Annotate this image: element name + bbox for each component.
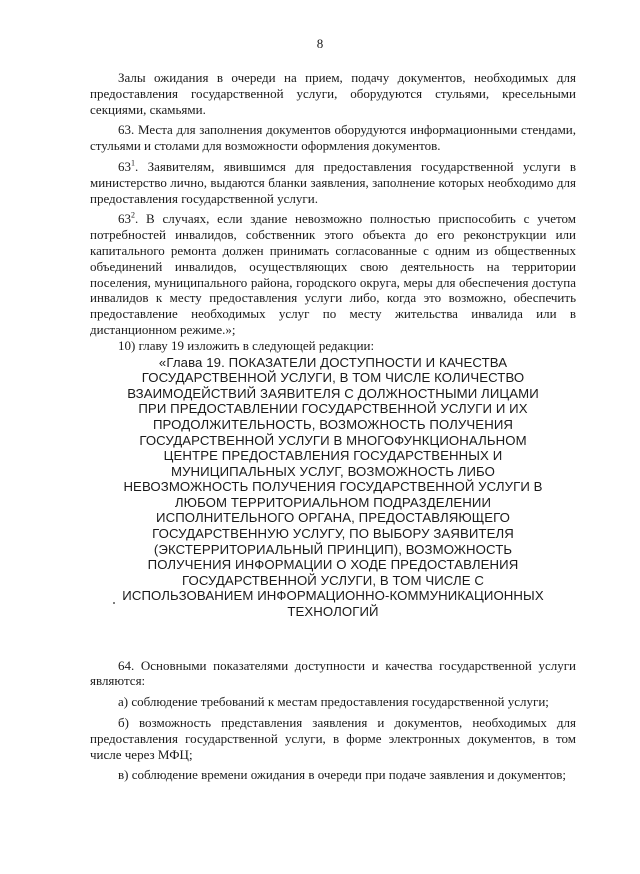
paragraph-superscript: 2 <box>131 211 135 221</box>
paragraph-text: . В случаях, если здание невозможно полностью приспособить с учетом потребностей инвалидов, собственник этого объекта до его реконструкции или капитального ремонта должен принимать согласованные с одним из общественных объединений инвалидов, осуществляющих свою деятельность на территории поселения, муниципального района, городского округа, меры для обеспечения доступа инвалидов к месту предоставления услуги либо, когда это возможно, обеспечить предоставление необходимых услуг по месту жительства инвалида или в дистанционном режиме.»; <box>90 211 576 337</box>
item-10: 10) главу 19 изложить в следующей редакции: <box>118 337 375 353</box>
heading-line: ГОСУДАРСТВЕННОЙ УСЛУГИ, В ТОМ ЧИСЛЕ С <box>181 572 485 588</box>
paragraph-63-1 <box>90 159 576 206</box>
heading-line: ПОЛУЧЕНИЯ ИНФОРМАЦИИ О ХОДЕ ПРЕДОСТАВЛЕНИЯ <box>147 557 519 573</box>
paragraph-waiting-halls: Залы ожидания в очереди на прием, подачу документов, необходимых для предоставления государственной услуги, оборудуются стульями, кресельными секциями, скамьями. <box>90 70 576 117</box>
document-body <box>90 70 576 783</box>
scan-speck <box>113 602 115 604</box>
paragraph-64: 64. Основными показателями доступности и качества государственной услуги являются: <box>90 657 576 689</box>
paragraph-text: . Заявителям, явившимся для предоставления государственной услуги в министерство лично, выдаются бланки заявления, заполнение которых необходимо для предоставления государственной услуги. <box>90 158 576 206</box>
heading-line: «Глава 19. ПОКАЗАТЕЛИ ДОСТУПНОСТИ И КАЧЕСТВА <box>158 354 508 370</box>
heading-line: ИСПОЛНИТЕЛЬНОГО ОРГАНА, ПРЕДОСТАВЛЯЮЩЕГО <box>156 510 510 526</box>
heading-line: (ЭКСТЕРРИТОРИАЛЬНЫЙ ПРИНЦИП), ВОЗМОЖНОСТЬ <box>153 541 513 557</box>
paragraph-63: 63. Места для заполнения документов оборудуются информационными стендами, стульями и столами для возможности оформления документов. <box>90 122 576 154</box>
heading-line: ГОСУДАРСТВЕННУЮ УСЛУГУ, ПО ВЫБОРУ ЗАЯВИТЕЛЯ <box>152 526 514 542</box>
heading-line: НЕВОЗМОЖНОСТЬ ПОЛУЧЕНИЯ ГОСУДАРСТВЕННОЙ УСЛУГИ В <box>123 479 543 495</box>
paragraph-number: 63 <box>118 158 131 174</box>
heading-line: ЛЮБОМ ТЕРРИТОРИАЛЬНОМ ПОДРАЗДЕЛЕНИИ <box>174 494 492 510</box>
heading-line: ГОСУДАРСТВЕННОЙ УСЛУГИ В МНОГОФУНКЦИОНАЛЬНОМ <box>139 432 527 448</box>
list-item-a: а) соблюдение требований к местам предоставления государственной услуги; <box>118 694 549 710</box>
heading-line: ИСПОЛЬЗОВАНИЕМ ИНФОРМАЦИОННО-КОММУНИКАЦИОННЫХ <box>122 588 544 604</box>
heading-line: ПРИ ПРЕДОСТАВЛЕНИИ ГОСУДАРСТВЕННОЙ УСЛУГИ И ИХ <box>138 401 528 417</box>
list-item-v: в) соблюдение времени ожидания в очереди при подаче заявления и документов; <box>118 767 567 783</box>
chapter-heading <box>90 355 576 620</box>
heading-line: ТЕХНОЛОГИЙ <box>287 604 379 620</box>
paragraph-superscript: 1 <box>131 158 135 168</box>
heading-line: ВЗАИМОДЕЙСТВИЙ ЗАЯВИТЕЛЯ С ДОЛЖНОСТНЫМИ ЛИЦАМИ <box>127 385 539 401</box>
heading-line: ПРОДОЛЖИТЕЛЬНОСТЬ, ВОЗМОЖНОСТЬ ПОЛУЧЕНИЯ <box>152 416 514 432</box>
heading-line: ЦЕНТРЕ ПРЕДОСТАВЛЕНИЯ ГОСУДАРСТВЕННЫХ И <box>163 448 503 464</box>
heading-line: МУНИЦИПАЛЬНЫХ УСЛУГ, ВОЗМОЖНОСТЬ ЛИБО <box>170 463 496 479</box>
page-number: 8 <box>316 36 324 51</box>
heading-line: ГОСУДАРСТВЕННОЙ УСЛУГИ, В ТОМ ЧИСЛЕ КОЛИЧЕСТВО <box>141 370 525 386</box>
paragraph-number: 63 <box>118 211 131 227</box>
list-item-b: б) возможность представления заявления и документов, необходимых для предоставления государственной услуги, в форме электронных документов, в том числе через МФЦ; <box>90 715 576 762</box>
paragraph-63-2 <box>90 211 576 337</box>
